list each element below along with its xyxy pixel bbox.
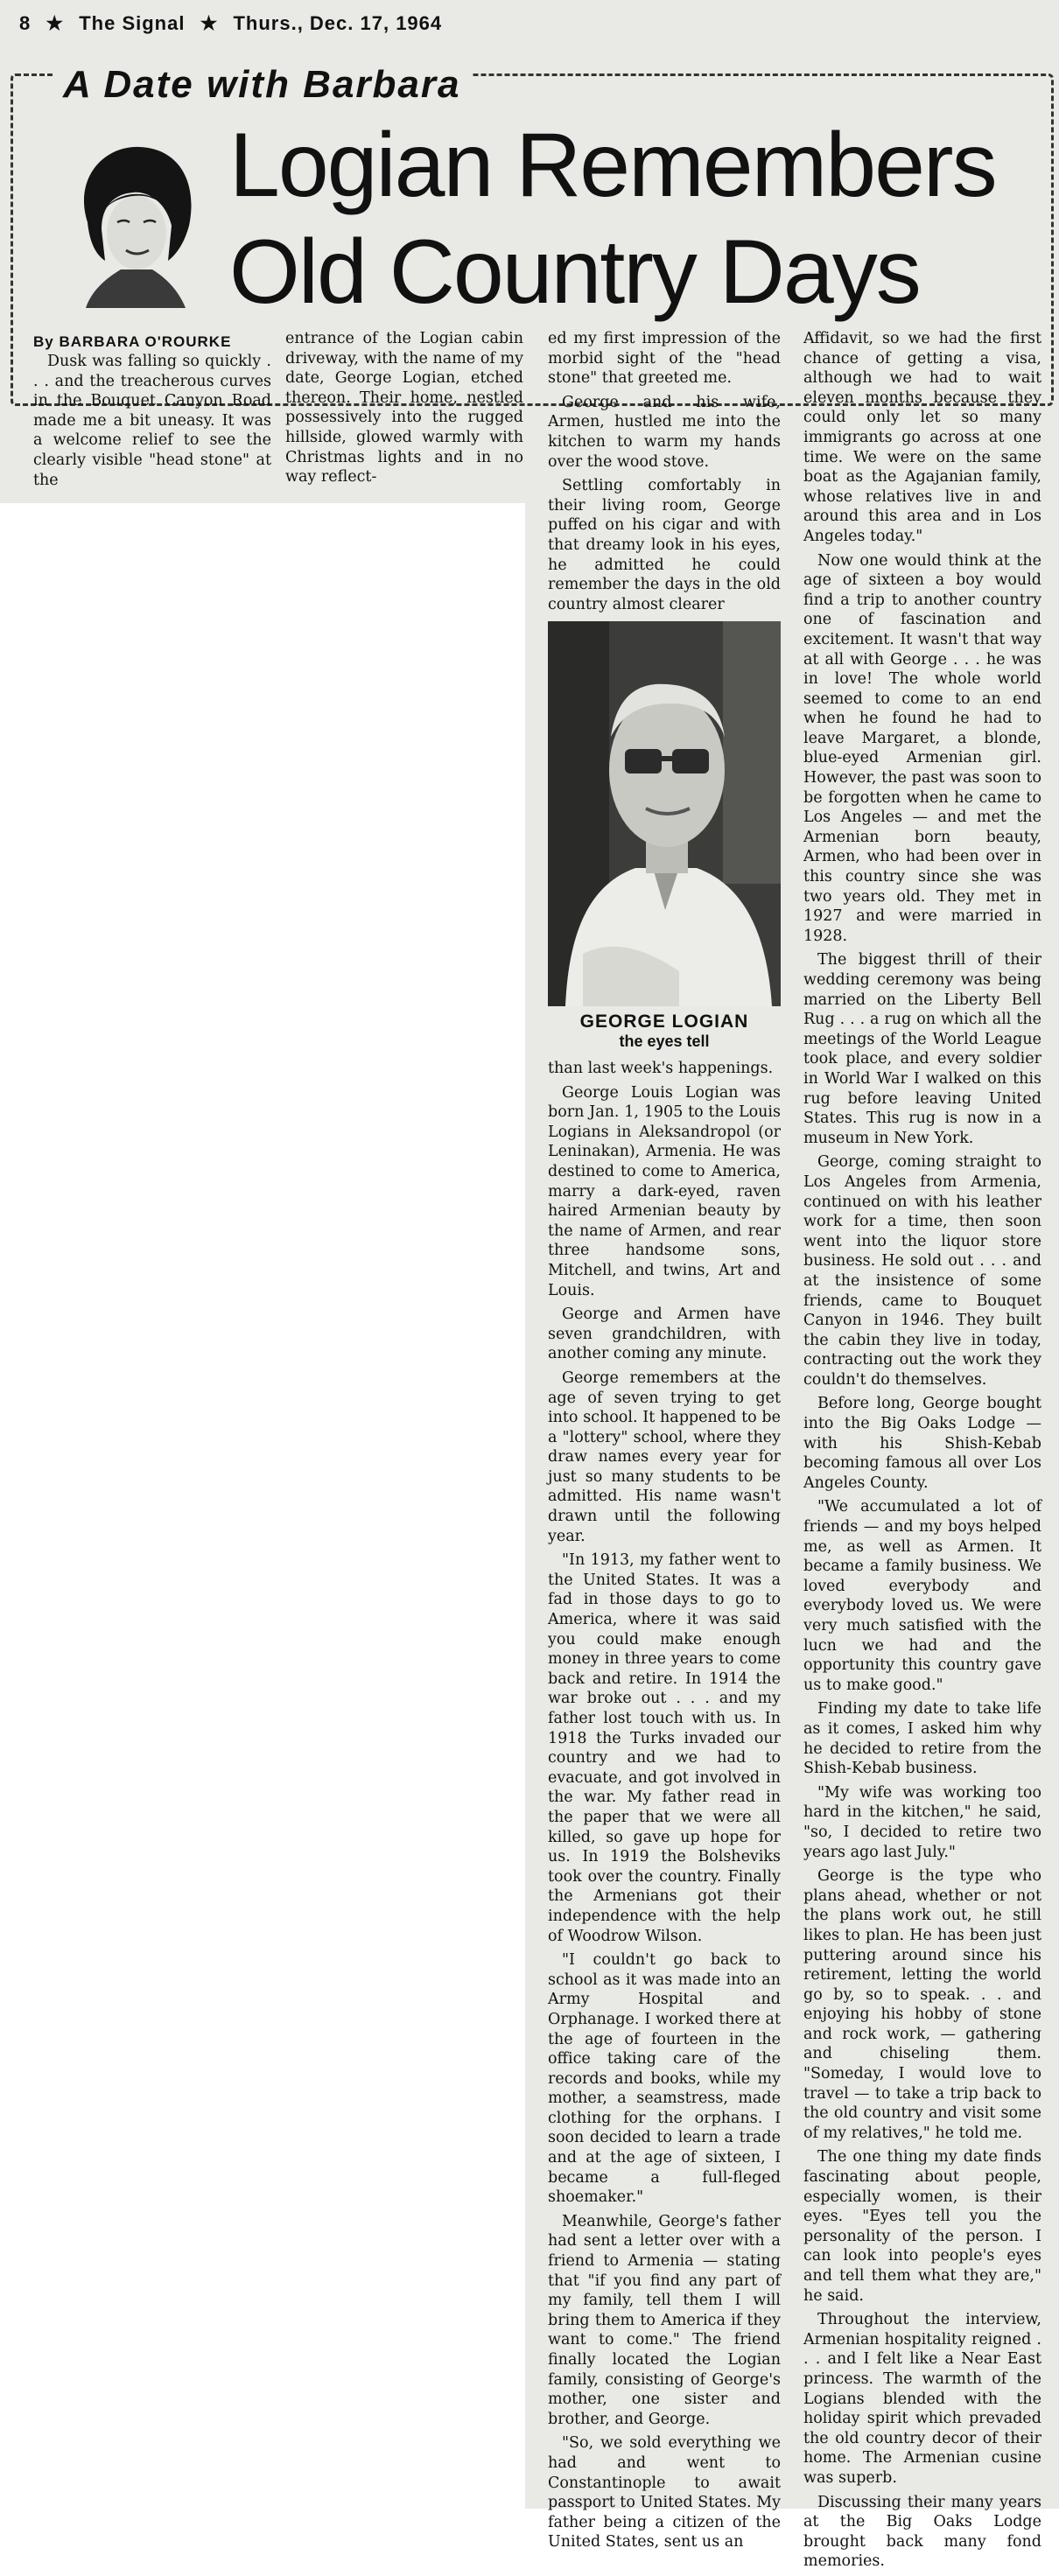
star-icon: ★ bbox=[46, 12, 65, 34]
article-column-1 bbox=[33, 352, 271, 494]
paragraph: Meanwhile, George's father had sent a letter over with a friend to Armenia — stating that "if you find any part of my family, tell them I will bring them to America if they want to come." The friend finally located the Logian family, consisting of George's mother, one sister and brother, and George. bbox=[548, 2212, 781, 2428]
paragraph: "My wife was working too hard in the kitchen," he said, "so, I decided to retire two years ago last July." bbox=[803, 1783, 1041, 1861]
paragraph: Settling comfortably in their living room, George puffed on his cigar and with that dreamy look in his eyes, he admitted he could remember the days in the old country almost clearer bbox=[548, 477, 781, 613]
paragraph: Finding my date to take life as it comes, I asked him why he decided to retire from the Shish-Kebab business. bbox=[803, 1700, 1041, 1778]
article-column-3 bbox=[548, 329, 781, 619]
paragraph: George is the type who plans ahead, whether or not the plans work out, he still likes to plan. He has been just puttering around since his retirement, letting the world go by, so to speak. . . and enjoying his hobby of stone and rock work, — gathering and chiseling them. "Someday, I would love to travel — to take a trip back to the old country and visit some of my relatives," he told me. bbox=[803, 1867, 1041, 2142]
column-kicker: A Date with Barbara bbox=[53, 63, 471, 107]
paragraph: The one thing my date finds fascinating about people, especially women, is their eyes. "Eyes tell you the personality of the person. I can look into people's eyes and tell them what they are," he said. bbox=[803, 2148, 1041, 2305]
paragraph: The biggest thrill of their wedding ceremony was being married on the Liberty Bell Rug . . . a rug on which all the meetings of the World League took place, and every soldier in World War I walked on this rug before leaving United States. This rug is now in a museum in New York. bbox=[803, 951, 1041, 1147]
headline-line-2: Old Country Days bbox=[229, 221, 920, 323]
paragraph: Affidavit, so we had the first chance of getting a visa, although we had to wait eleven months because they could only let so many immigrants go across at one time. We were on the same boat as the Agajanian family, whose relatives live in and around this area and in Los Angeles today." bbox=[803, 330, 1041, 545]
paragraph: Discussing their many years at the Big Oaks Lodge brought back many fond memories. bbox=[803, 2493, 1041, 2571]
star-icon: ★ bbox=[200, 12, 219, 34]
paragraph: George, coming straight to Los Angeles from Armenia, continued on with his leather work for a time, then soon went into the liquor store business. He sold out . . . and at the insistence of some friends, came to Bouquet Canyon in 1946. They built the cabin they live in today, contracting out the work they couldn't do themselves. bbox=[803, 1153, 1041, 1389]
paragraph: Now one would think at the age of sixteen a boy would find a trip to another country one of fascination and excitement. It wasn't that way at all with George . . . he was in love! The whole world seemed to come to an end when he found he had to leave Margaret, a blonde, blue-eyed Armenian girl. However, the past was soon to be forgotten when he came to Los Angeles — and met the Armenian born beauty, Armen, who had been over in this country since she was two years old. They met in 1927 and were married in 1928. bbox=[803, 551, 1041, 945]
caption-subtitle: the eyes tell bbox=[619, 1032, 710, 1050]
columnist-portrait bbox=[68, 142, 200, 308]
paragraph: George Louis Logian was born Jan. 1, 1905 to the Louis Logians in Aleksandropol (or Leninakan), Armenia. He was destined to come to America, marry a dark-eyed, raven haired Armenian beauty by the name of Armen, and rear three handsome sons, Mitchell, and twins, Art and Louis. bbox=[548, 1083, 781, 1299]
headline-line-1: Logian Remembers bbox=[229, 115, 996, 216]
headline bbox=[229, 112, 996, 326]
photo-caption bbox=[548, 1012, 781, 1051]
issue-date: Thurs., Dec. 17, 1964 bbox=[233, 12, 443, 34]
page-number: 8 bbox=[19, 12, 32, 34]
paper-name: The Signal bbox=[79, 12, 186, 34]
paragraph: "I couldn't go back to school as it was made into an Army Hospital and Orphanage. I worked there at the age of fourteen in the office taking care of the records and books, while my mother, a seamstress, made clothing for the orphans. I soon decided to learn a trade and at the age of sixteen, I became a full-fleged shoemaker." bbox=[548, 1951, 781, 2207]
george-logian-photo bbox=[548, 621, 781, 1006]
paragraph: than last week's happenings. bbox=[548, 1060, 774, 1077]
caption-name: GEORGE LOGIAN bbox=[579, 1012, 749, 1032]
paragraph: George and his wife, Armen, hustled me into the kitchen to warm my hands over the wood stove. bbox=[548, 393, 781, 471]
paragraph: "So, we sold everything we had and went to Constantinople to await passport to United States. My father being a citizen of the United States, sent us an bbox=[548, 2434, 781, 2552]
byline: By BARBARA O'ROURKE bbox=[33, 333, 232, 350]
article-column-5 bbox=[803, 329, 1041, 2576]
paragraph: entrance of the Logian cabin driveway, with the name of my date, George Logian, etched thereon. Their home, nestled possessively into the rugged hillside, glowed warmly with Christmas lights and in no way reflect- bbox=[285, 330, 523, 486]
article-column-4 bbox=[548, 1059, 781, 2557]
paragraph: "We accumulated a lot of friends — and my boys helped me, as well as Armen. It became a family business. We loved everybody and everybody loved us. We were very much satisfied with the lucn we had and the opportunity this country gave us to make good." bbox=[803, 1498, 1041, 1694]
paragraph: Dusk was falling so quickly . . . and the treacherous curves in the Bouquet Canyon Road made me a bit uneasy. It was a welcome relief to see the clearly visible "head stone" at the bbox=[33, 353, 271, 489]
paragraph: Throughout the interview, Armenian hospitality reigned . . . and I felt like a Near East princess. The warmth of the Logians blended with the holiday spirit which prevaded the old country decor of their home. The Armenian cusine was superb. bbox=[803, 2311, 1041, 2487]
masthead bbox=[19, 12, 451, 35]
paragraph: Before long, George bought into the Big Oaks Lodge — with his Shish-Kebab becoming famous all over Los Angeles County. bbox=[803, 1395, 1041, 1492]
paragraph: "In 1913, my father went to the United States. It was a fad in those days to go to America, where it was said you could make enough money in three years to come back and retire. In 1914 the war broke out . . . and my father lost touch with us. In 1918 the Turks invaded our country and we had to evacuate, and got involved in the war. My father read in the paper that we were all killed, so gave up hope for us. In 1919 the Bolsheviks took over the country. Finally the Armenians got their independence with the help of Woodrow Wilson. bbox=[548, 1551, 781, 1945]
paragraph: George and Armen have seven grandchildren, with another coming any minute. bbox=[548, 1306, 781, 1363]
article-column-2 bbox=[285, 329, 523, 492]
paragraph: ed my first impression of the morbid sight of the "head stone" that greeted me. bbox=[548, 330, 781, 388]
paragraph: George remembers at the age of seven trying to get into school. It happened to be a "lottery" school, where they draw names every year for just so many students to be admitted. His name wasn't drawn until the following year. bbox=[548, 1368, 781, 1545]
